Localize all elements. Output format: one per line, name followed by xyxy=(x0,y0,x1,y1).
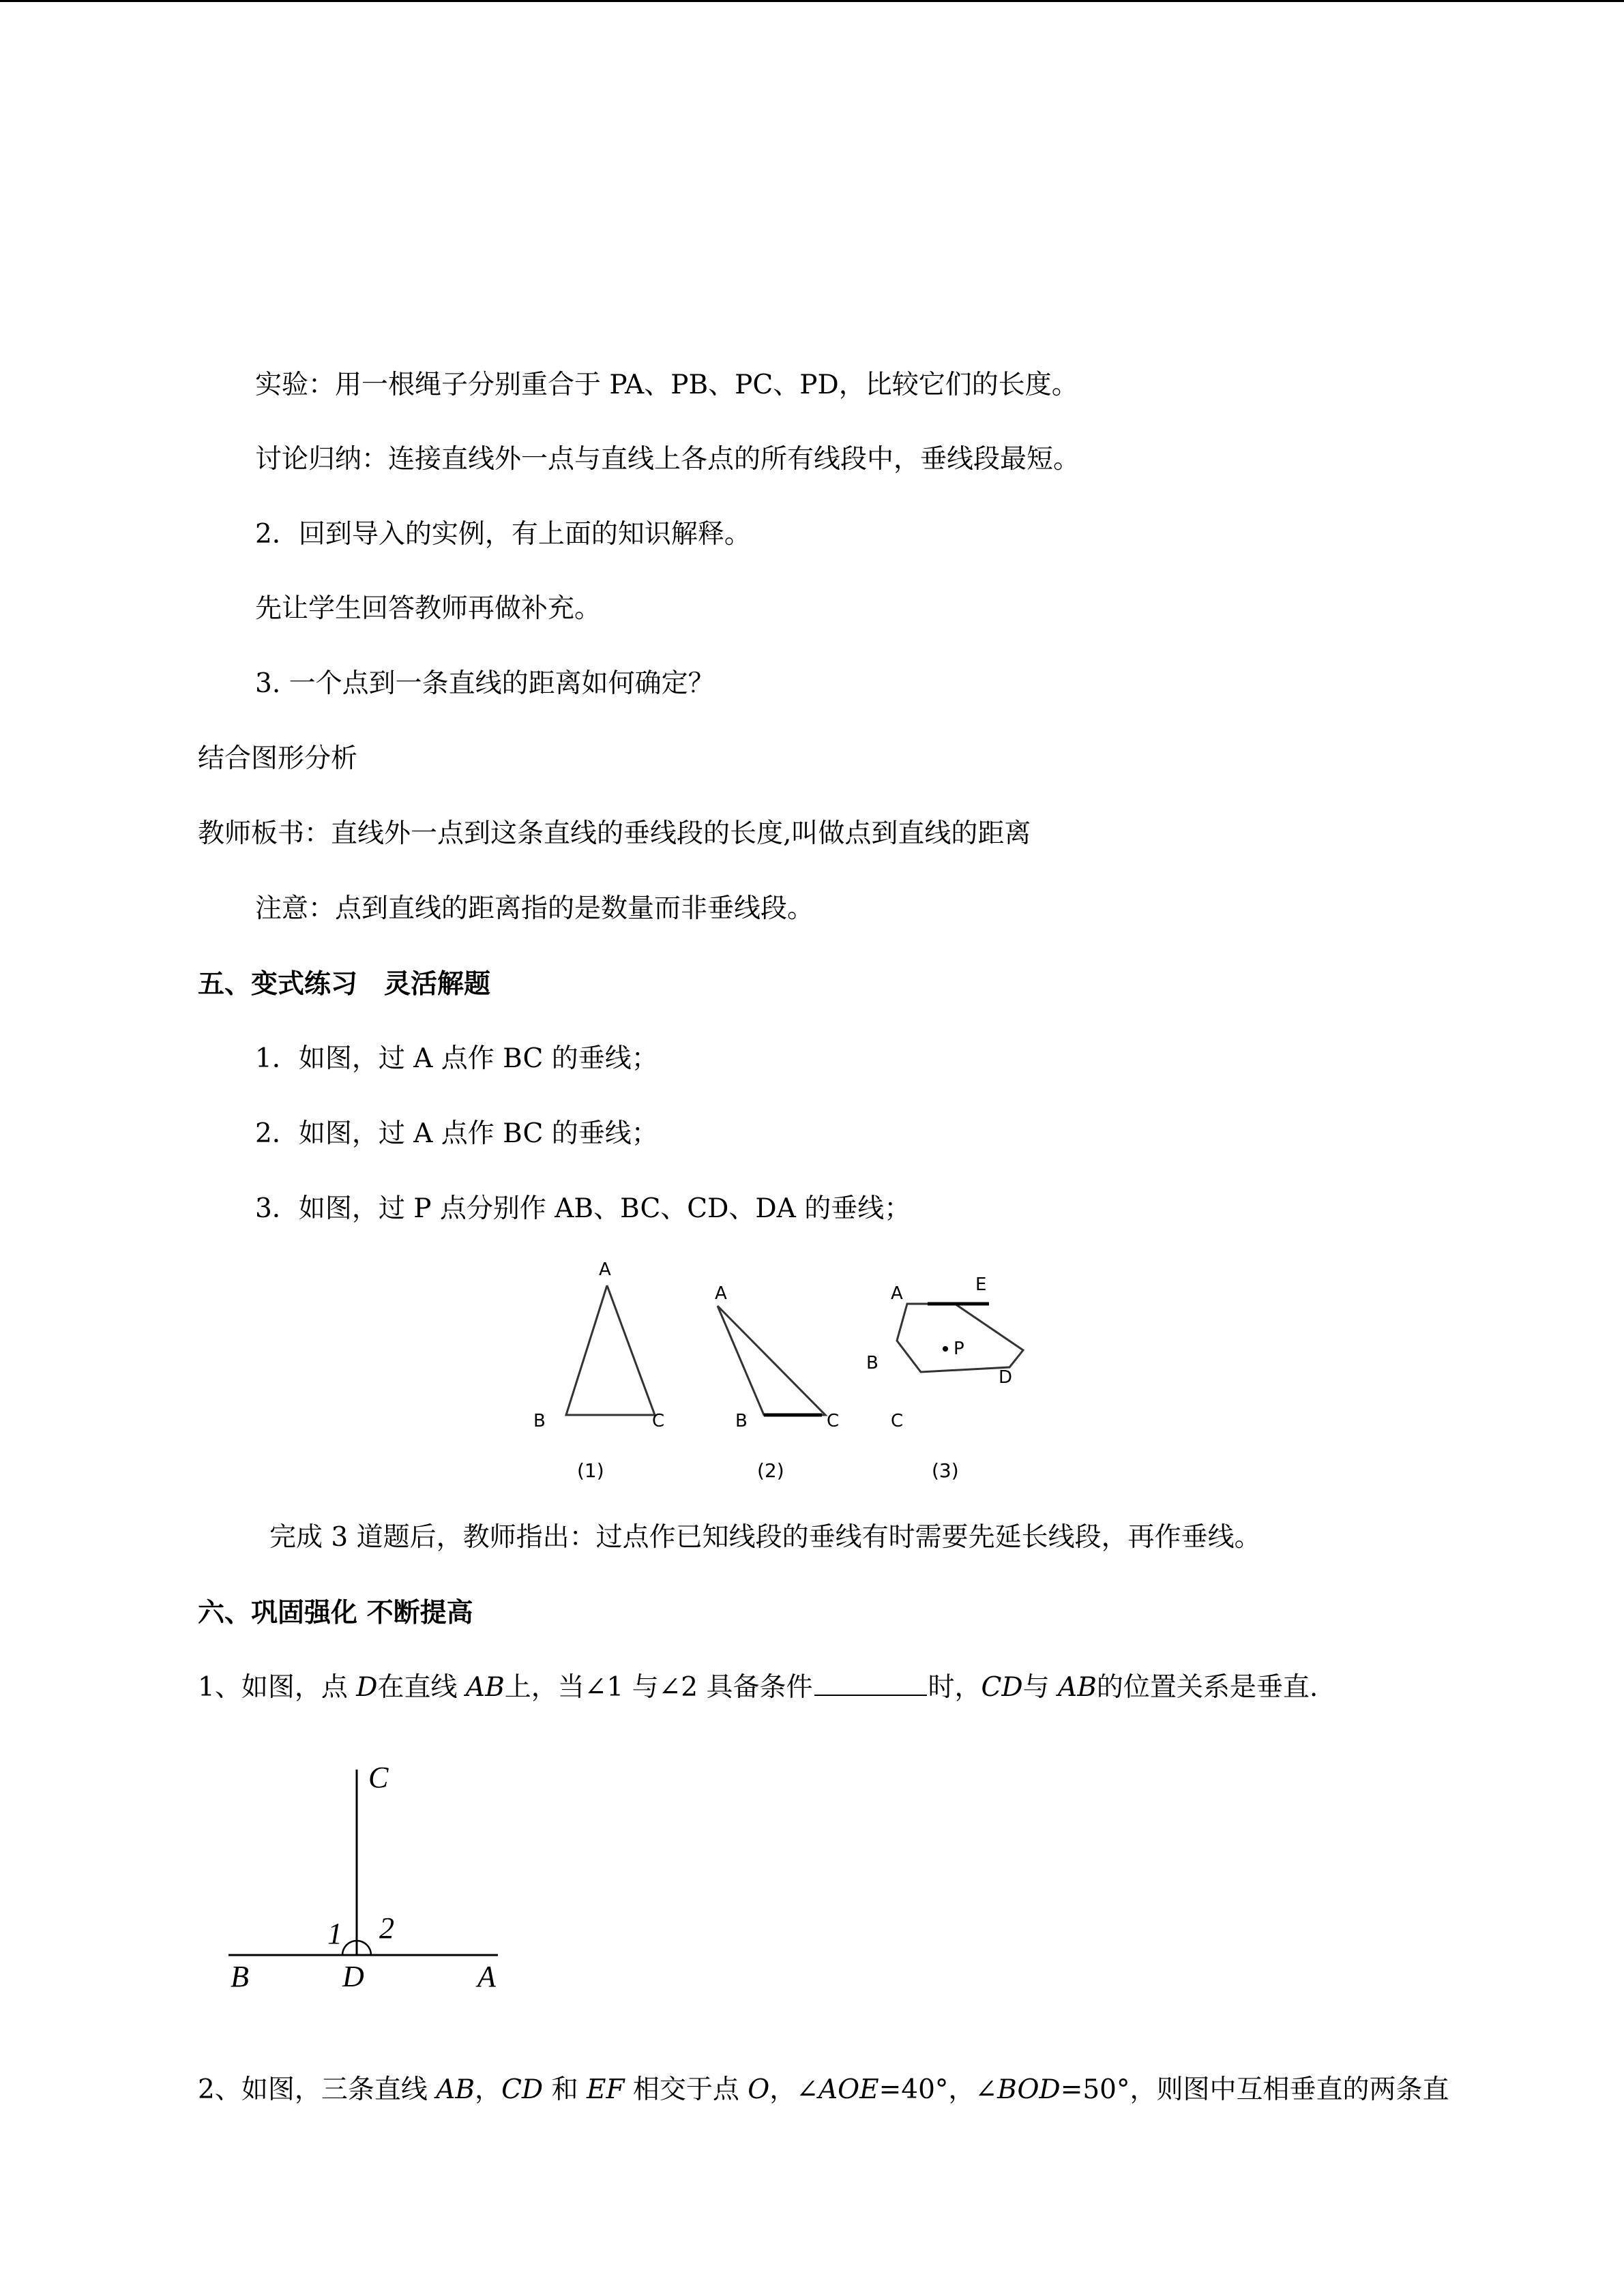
text-line: 3. 一个点到一条直线的距离如何确定？ xyxy=(255,668,715,699)
perpendicular-figure xyxy=(218,1753,518,1998)
label-c: C xyxy=(827,1411,840,1431)
figure-caption: (3) xyxy=(932,1459,959,1482)
figure-caption: (2) xyxy=(757,1459,784,1482)
label-c: C xyxy=(368,1761,389,1794)
page-top-border xyxy=(0,0,1624,2)
text-line: 先让学生回答教师再做补充。 xyxy=(255,593,602,624)
text-line: 注意：点到直线的距离指的是数量而非垂线段。 xyxy=(255,893,814,924)
question-1: 1、如图，点 D在直线 AB上，当∠1 与∠2 具备条件 时，CD与 AB的位置关系是垂直. xyxy=(198,1672,1318,1703)
text-line: 完成 3 道题后，教师指出：过点作已知线段的垂线有时需要先延长线段，再作垂线。 xyxy=(269,1522,1261,1553)
label-b: B xyxy=(735,1411,748,1431)
triangle-2 xyxy=(718,1306,825,1415)
angle-2-label: 2 xyxy=(379,1911,394,1945)
angle-1-label: 1 xyxy=(327,1917,342,1950)
text-line: 讨论归纳：连接直线外一点与直线上各点的所有线段中，垂线段最短。 xyxy=(255,444,1080,475)
triangle-1 xyxy=(566,1285,655,1415)
label-a: A xyxy=(599,1259,611,1280)
label-a: A xyxy=(891,1283,903,1304)
text-line: 结合图形分析 xyxy=(198,743,358,774)
section-heading: 六、巩固强化 不断提高 xyxy=(198,1597,473,1628)
polygon-3 xyxy=(897,1304,1023,1372)
label-b: B xyxy=(533,1411,546,1431)
label-d: D xyxy=(342,1960,364,1993)
label-a: A xyxy=(477,1960,496,1993)
text-line: 实验：用一根绳子分别重合于 PA、PB、PC、PD，比较它们的长度。 xyxy=(255,370,1078,400)
question-2: 2、如图，三条直线 AB，CD 和 EF 相交于点 O，∠AOE=40°，∠BOD=50°，则图中互相垂直的两条直 xyxy=(198,2074,1449,2105)
label-c: C xyxy=(652,1411,665,1431)
section-heading: 五、变式练习 灵活解题 xyxy=(198,968,491,1000)
label-b: B xyxy=(231,1960,249,1993)
label-b: B xyxy=(866,1353,879,1373)
exercise-line: 1．如图，过 A 点作 BC 的垂线； xyxy=(255,1043,658,1074)
answer-blank[interactable] xyxy=(814,1671,927,1696)
point-p xyxy=(943,1346,948,1352)
exercise-line: 3．如图，过 P 点分别作 AB、BC、CD、DA 的垂线； xyxy=(255,1193,911,1224)
exercise-figures xyxy=(518,1248,1078,1493)
text-line: 2．回到导入的实例，有上面的知识解释。 xyxy=(255,519,751,550)
label-p: P xyxy=(954,1339,964,1359)
label-c: C xyxy=(891,1411,904,1431)
figure-caption: (1) xyxy=(577,1459,604,1482)
exercise-line: 2．如图，过 A 点作 BC 的垂线； xyxy=(255,1118,658,1149)
label-a: A xyxy=(715,1283,727,1304)
label-d: D xyxy=(999,1367,1013,1388)
label-e: E xyxy=(975,1274,987,1295)
text-line: 教师板书：直线外一点到这条直线的垂线段的长度,叫做点到直线的距离 xyxy=(198,818,1031,849)
